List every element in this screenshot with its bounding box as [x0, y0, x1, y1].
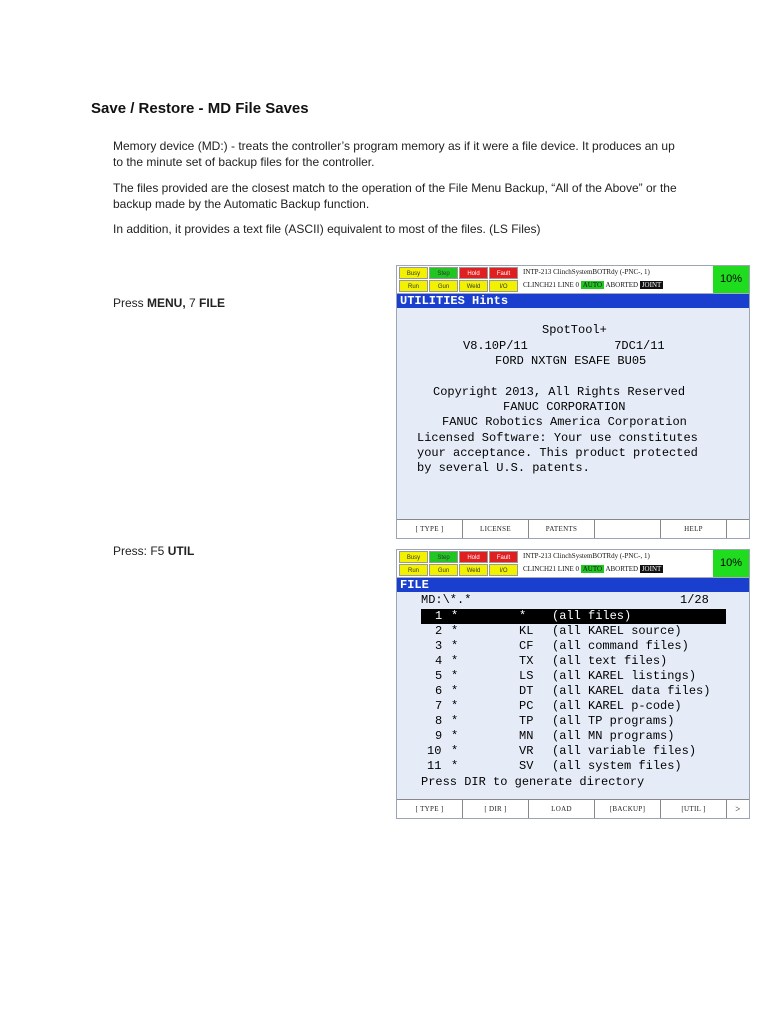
led-fault: Fault — [489, 551, 518, 563]
row-wildcard: * — [451, 729, 459, 743]
row-extension: * — [519, 609, 527, 623]
row-extension: KL — [519, 624, 534, 638]
row-extension: LS — [519, 669, 534, 683]
corp-america-line: FANUC Robotics America Corporation — [442, 415, 687, 429]
row-extension: PC — [519, 699, 534, 713]
row-description: (all variable files) — [552, 744, 697, 758]
corp-line: FANUC CORPORATION — [503, 400, 626, 414]
led-hold: Hold — [459, 267, 488, 279]
row-wildcard: * — [451, 744, 459, 758]
row-number: 10 — [427, 744, 442, 758]
row-wildcard: * — [451, 639, 459, 653]
f4-empty-key[interactable] — [595, 520, 661, 538]
version-line: V8.10P/11 7DC1/11 — [463, 339, 665, 353]
row-number: 1 — [435, 609, 443, 623]
row-wildcard: * — [451, 669, 459, 683]
row-number: 3 — [435, 639, 443, 653]
row-extension: SV — [519, 759, 534, 773]
row-extension: VR — [519, 744, 534, 758]
f3-load-key[interactable]: LOAD — [529, 800, 595, 818]
joint-badge: JOINT — [641, 565, 662, 573]
row-description: (all MN programs) — [552, 729, 675, 743]
row-number: 7 — [435, 699, 443, 713]
led-busy: Busy — [399, 267, 428, 279]
row-number: 9 — [435, 729, 443, 743]
led-weld: Weld — [459, 564, 488, 576]
row-wildcard: * — [451, 624, 459, 638]
row-description: (all KAREL data files) — [552, 684, 711, 698]
led-step: Step — [429, 267, 458, 279]
f1-type-key[interactable]: [ TYPE ] — [397, 800, 463, 818]
next-page-key[interactable]: > — [735, 804, 741, 814]
paragraph-memory-device: Memory device (MD:) - treats the controller’s program memory as if it were a file device. It produces an up to the minute set of backup files for the controller. — [113, 139, 675, 169]
status-line-1: INTP-213 ClinchSystemBOTRdy (-PNC-, 1) — [523, 552, 650, 560]
row-wildcard: * — [451, 714, 459, 728]
row-description: (all KAREL listings) — [552, 669, 697, 683]
pendant-screen-utilities — [396, 265, 750, 539]
status-line-2: CLINCH21 LINE 0 AUTO ABORTED JOINT — [523, 565, 662, 573]
override-indicator[interactable]: 10% — [713, 550, 749, 577]
f1-type-key[interactable]: [ TYPE ] — [397, 520, 463, 538]
config-line: FORD NXTGN ESAFE BU05 — [495, 354, 647, 368]
screen-header: FILE — [397, 578, 749, 592]
f3-patents-key[interactable]: PATENTS — [529, 520, 595, 538]
license-line-2: your acceptance. This product protected — [417, 446, 698, 460]
row-number: 2 — [435, 624, 443, 638]
license-line-1: Licensed Software: Your use constitutes — [417, 431, 698, 445]
row-description: (all files) — [552, 609, 632, 623]
row-description: (all KAREL p-code) — [552, 699, 682, 713]
row-description: (all text files) — [552, 654, 668, 668]
row-extension: TP — [519, 714, 534, 728]
pendant-screen-file — [396, 549, 750, 819]
row-description: (all TP programs) — [552, 714, 675, 728]
row-wildcard: * — [451, 609, 459, 623]
status-bar — [397, 266, 749, 294]
product-name: SpotTool+ — [542, 323, 607, 337]
license-line-3: by several U.S. patents. — [417, 461, 590, 475]
row-wildcard: * — [451, 759, 459, 773]
row-description: (all command files) — [552, 639, 689, 653]
led-step: Step — [429, 551, 458, 563]
device-path: MD:\*.* — [421, 593, 472, 607]
row-extension: MN — [519, 729, 534, 743]
row-wildcard: * — [451, 654, 459, 668]
step-press-menu-file: Press MENU, 7 FILE — [113, 296, 226, 310]
row-description: (all KAREL source) — [552, 624, 682, 638]
led-gun: Gun — [429, 280, 458, 292]
row-number: 6 — [435, 684, 443, 698]
hints-body — [397, 308, 749, 515]
row-number: 4 — [435, 654, 443, 668]
row-number: 8 — [435, 714, 443, 728]
f4-backup-key[interactable]: [BACKUP] — [595, 800, 661, 818]
led-run: Run — [399, 564, 428, 576]
led-run: Run — [399, 280, 428, 292]
page-indicator: 1/28 — [680, 593, 709, 607]
paragraph-text-files: In addition, it provides a text file (ASCII) equivalent to most of the files. (LS Files) — [113, 222, 541, 236]
auto-badge: AUTO — [582, 565, 603, 573]
status-line-2: CLINCH21 LINE 0 AUTO ABORTED JOINT — [523, 281, 662, 289]
directory-hint: Press DIR to generate directory — [421, 775, 645, 789]
row-extension: TX — [519, 654, 534, 668]
led-gun: Gun — [429, 564, 458, 576]
function-key-bar — [397, 519, 749, 538]
override-indicator[interactable]: 10% — [713, 266, 749, 293]
led-io: I/O — [489, 280, 518, 292]
auto-badge: AUTO — [582, 281, 603, 289]
f2-license-key[interactable]: LICENSE — [463, 520, 529, 538]
led-weld: Weld — [459, 280, 488, 292]
led-busy: Busy — [399, 551, 428, 563]
function-key-bar — [397, 799, 749, 818]
row-wildcard: * — [451, 699, 459, 713]
row-description: (all system files) — [552, 759, 682, 773]
screen-header: UTILITIES Hints — [397, 294, 749, 308]
f5-help-key[interactable]: HELP — [661, 520, 727, 538]
f5-util-key[interactable]: [UTIL ] — [661, 800, 727, 818]
row-extension: DT — [519, 684, 534, 698]
step-press-f5-util: Press: F5 UTIL — [113, 544, 195, 558]
file-list-body — [397, 592, 749, 797]
status-bar — [397, 550, 749, 578]
joint-badge: JOINT — [641, 281, 662, 289]
status-line-1: INTP-213 ClinchSystemBOTRdy (-PNC-, 1) — [523, 268, 650, 276]
row-wildcard: * — [451, 684, 459, 698]
next-page-key[interactable] — [727, 520, 749, 538]
led-io: I/O — [489, 564, 518, 576]
paragraph-files-provided: The files provided are the closest match to the operation of the File Menu Backup, “All of the Above” or the backup made by the Automatic Backup function. — [113, 181, 677, 211]
f2-dir-key[interactable]: [ DIR ] — [463, 800, 529, 818]
led-fault: Fault — [489, 267, 518, 279]
page-title: Save / Restore - MD File Saves — [91, 100, 309, 117]
led-hold: Hold — [459, 551, 488, 563]
copyright-line: Copyright 2013, All Rights Reserved — [433, 385, 686, 399]
row-number: 5 — [435, 669, 443, 683]
row-number: 11 — [427, 759, 442, 773]
row-extension: CF — [519, 639, 534, 653]
